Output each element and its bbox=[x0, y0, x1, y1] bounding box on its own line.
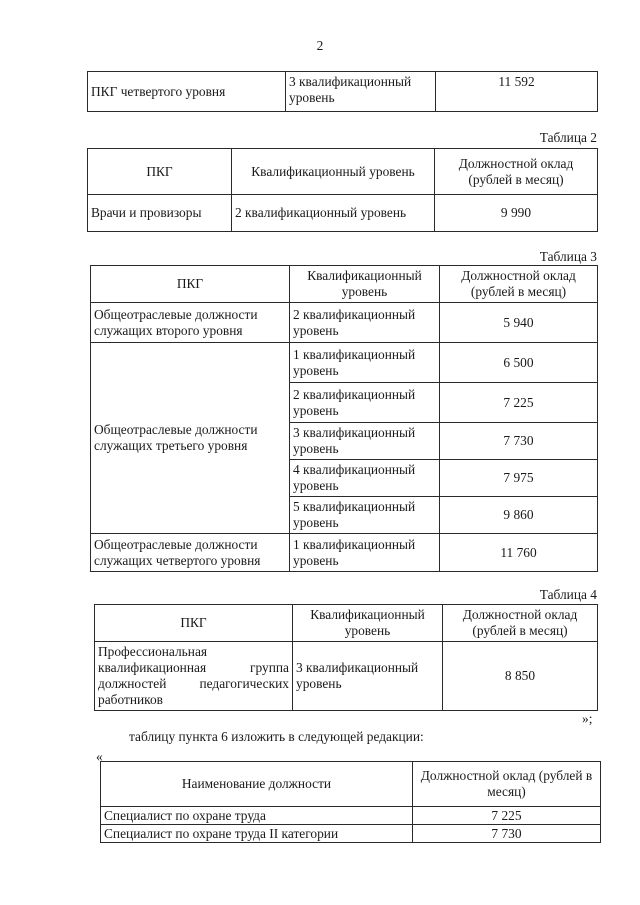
header-level: Квалификационный уровень bbox=[290, 266, 440, 303]
table-row bbox=[101, 825, 601, 843]
salary-cell: 7 975 bbox=[440, 460, 598, 497]
header-pkg: ПКГ bbox=[88, 149, 232, 195]
name-cell: Специалист по охране труда bbox=[101, 807, 413, 825]
table-header-row bbox=[88, 149, 598, 195]
salary-cell: 11 592 bbox=[436, 72, 598, 112]
level-cell: 2 квалификационный уровень bbox=[290, 303, 440, 343]
pkg-cell: ПКГ четвертого уровня bbox=[88, 72, 286, 112]
table-2-caption: Таблица 2 bbox=[539, 130, 597, 145]
table-4 bbox=[94, 604, 598, 711]
table-header-row bbox=[95, 605, 598, 642]
salary-cell: 9 990 bbox=[435, 195, 598, 232]
table-3 bbox=[90, 265, 598, 572]
table-2 bbox=[87, 148, 598, 232]
salary-cell: 9 860 bbox=[440, 497, 598, 534]
table-row bbox=[91, 303, 598, 343]
table-row bbox=[101, 807, 601, 825]
instruction-text: таблицу пункта 6 изложить в следующей редакции: bbox=[129, 729, 424, 744]
header-pkg: ПКГ bbox=[91, 266, 290, 303]
table-row bbox=[88, 195, 598, 232]
level-cell: 4 квалификационный уровень bbox=[290, 460, 440, 497]
pkg-line: квалификационная группа bbox=[98, 660, 289, 675]
table-4-caption: Таблица 4 bbox=[539, 587, 597, 602]
opening-quote: « bbox=[96, 749, 103, 764]
pkg-cell: Общеотраслевые должности служащих второго уровня bbox=[91, 303, 290, 343]
level-cell: 2 квалификационный уровень bbox=[290, 383, 440, 423]
level-cell: 5 квалификационный уровень bbox=[290, 497, 440, 534]
salary-cell: 7 730 bbox=[440, 423, 598, 460]
header-salary: Должностной оклад (рублей в месяц) bbox=[443, 605, 598, 642]
table-5 bbox=[100, 761, 601, 843]
table-row bbox=[88, 72, 598, 112]
level-cell: 2 квалификационный уровень bbox=[232, 195, 435, 232]
table-3-caption: Таблица 3 bbox=[539, 249, 597, 264]
table-header-row bbox=[91, 266, 598, 303]
header-salary: Должностной оклад (рублей в месяц) bbox=[435, 149, 598, 195]
table-row bbox=[91, 534, 598, 572]
closing-quote: »; bbox=[582, 711, 593, 726]
level-cell: 1 квалификационный уровень bbox=[290, 534, 440, 572]
header-name: Наименование должности bbox=[101, 762, 413, 807]
pkg-cell: Врачи и провизоры bbox=[88, 195, 232, 232]
salary-cell: 7 225 bbox=[413, 807, 601, 825]
pkg-line: работников bbox=[98, 692, 163, 707]
header-level: Квалификационный уровень bbox=[232, 149, 435, 195]
pkg-cell bbox=[95, 642, 293, 711]
pkg-line: должностей педагогических bbox=[98, 676, 289, 691]
table-header-row bbox=[101, 762, 601, 807]
header-salary: Должностной оклад (рублей в месяц) bbox=[440, 266, 598, 303]
salary-cell: 8 850 bbox=[443, 642, 598, 711]
salary-cell: 6 500 bbox=[440, 343, 598, 383]
pkg-cell: Общеотраслевые должности служащих четвертого уровня bbox=[91, 534, 290, 572]
salary-cell: 7 225 bbox=[440, 383, 598, 423]
salary-cell: 11 760 bbox=[440, 534, 598, 572]
salary-cell: 7 730 bbox=[413, 825, 601, 843]
page-number: 2 bbox=[316, 38, 324, 53]
name-cell: Специалист по охране труда II категории bbox=[101, 825, 413, 843]
level-cell: 3 квалификационный уровень bbox=[290, 423, 440, 460]
pkg-cell: Общеотраслевые должности служащих третьего уровня bbox=[91, 343, 290, 534]
level-cell: 3 квалификационный уровень bbox=[286, 72, 436, 112]
pkg-line: Профессиональная bbox=[98, 644, 208, 659]
header-pkg: ПКГ bbox=[95, 605, 293, 642]
header-level: Квалификационный уровень bbox=[293, 605, 443, 642]
table-row bbox=[91, 343, 598, 383]
table-1 bbox=[87, 71, 598, 112]
table-row bbox=[95, 642, 598, 711]
header-salary: Должностной оклад (рублей в месяц) bbox=[413, 762, 601, 807]
salary-cell: 5 940 bbox=[440, 303, 598, 343]
level-cell: 3 квалификационный уровень bbox=[293, 642, 443, 711]
level-cell: 1 квалификационный уровень bbox=[290, 343, 440, 383]
